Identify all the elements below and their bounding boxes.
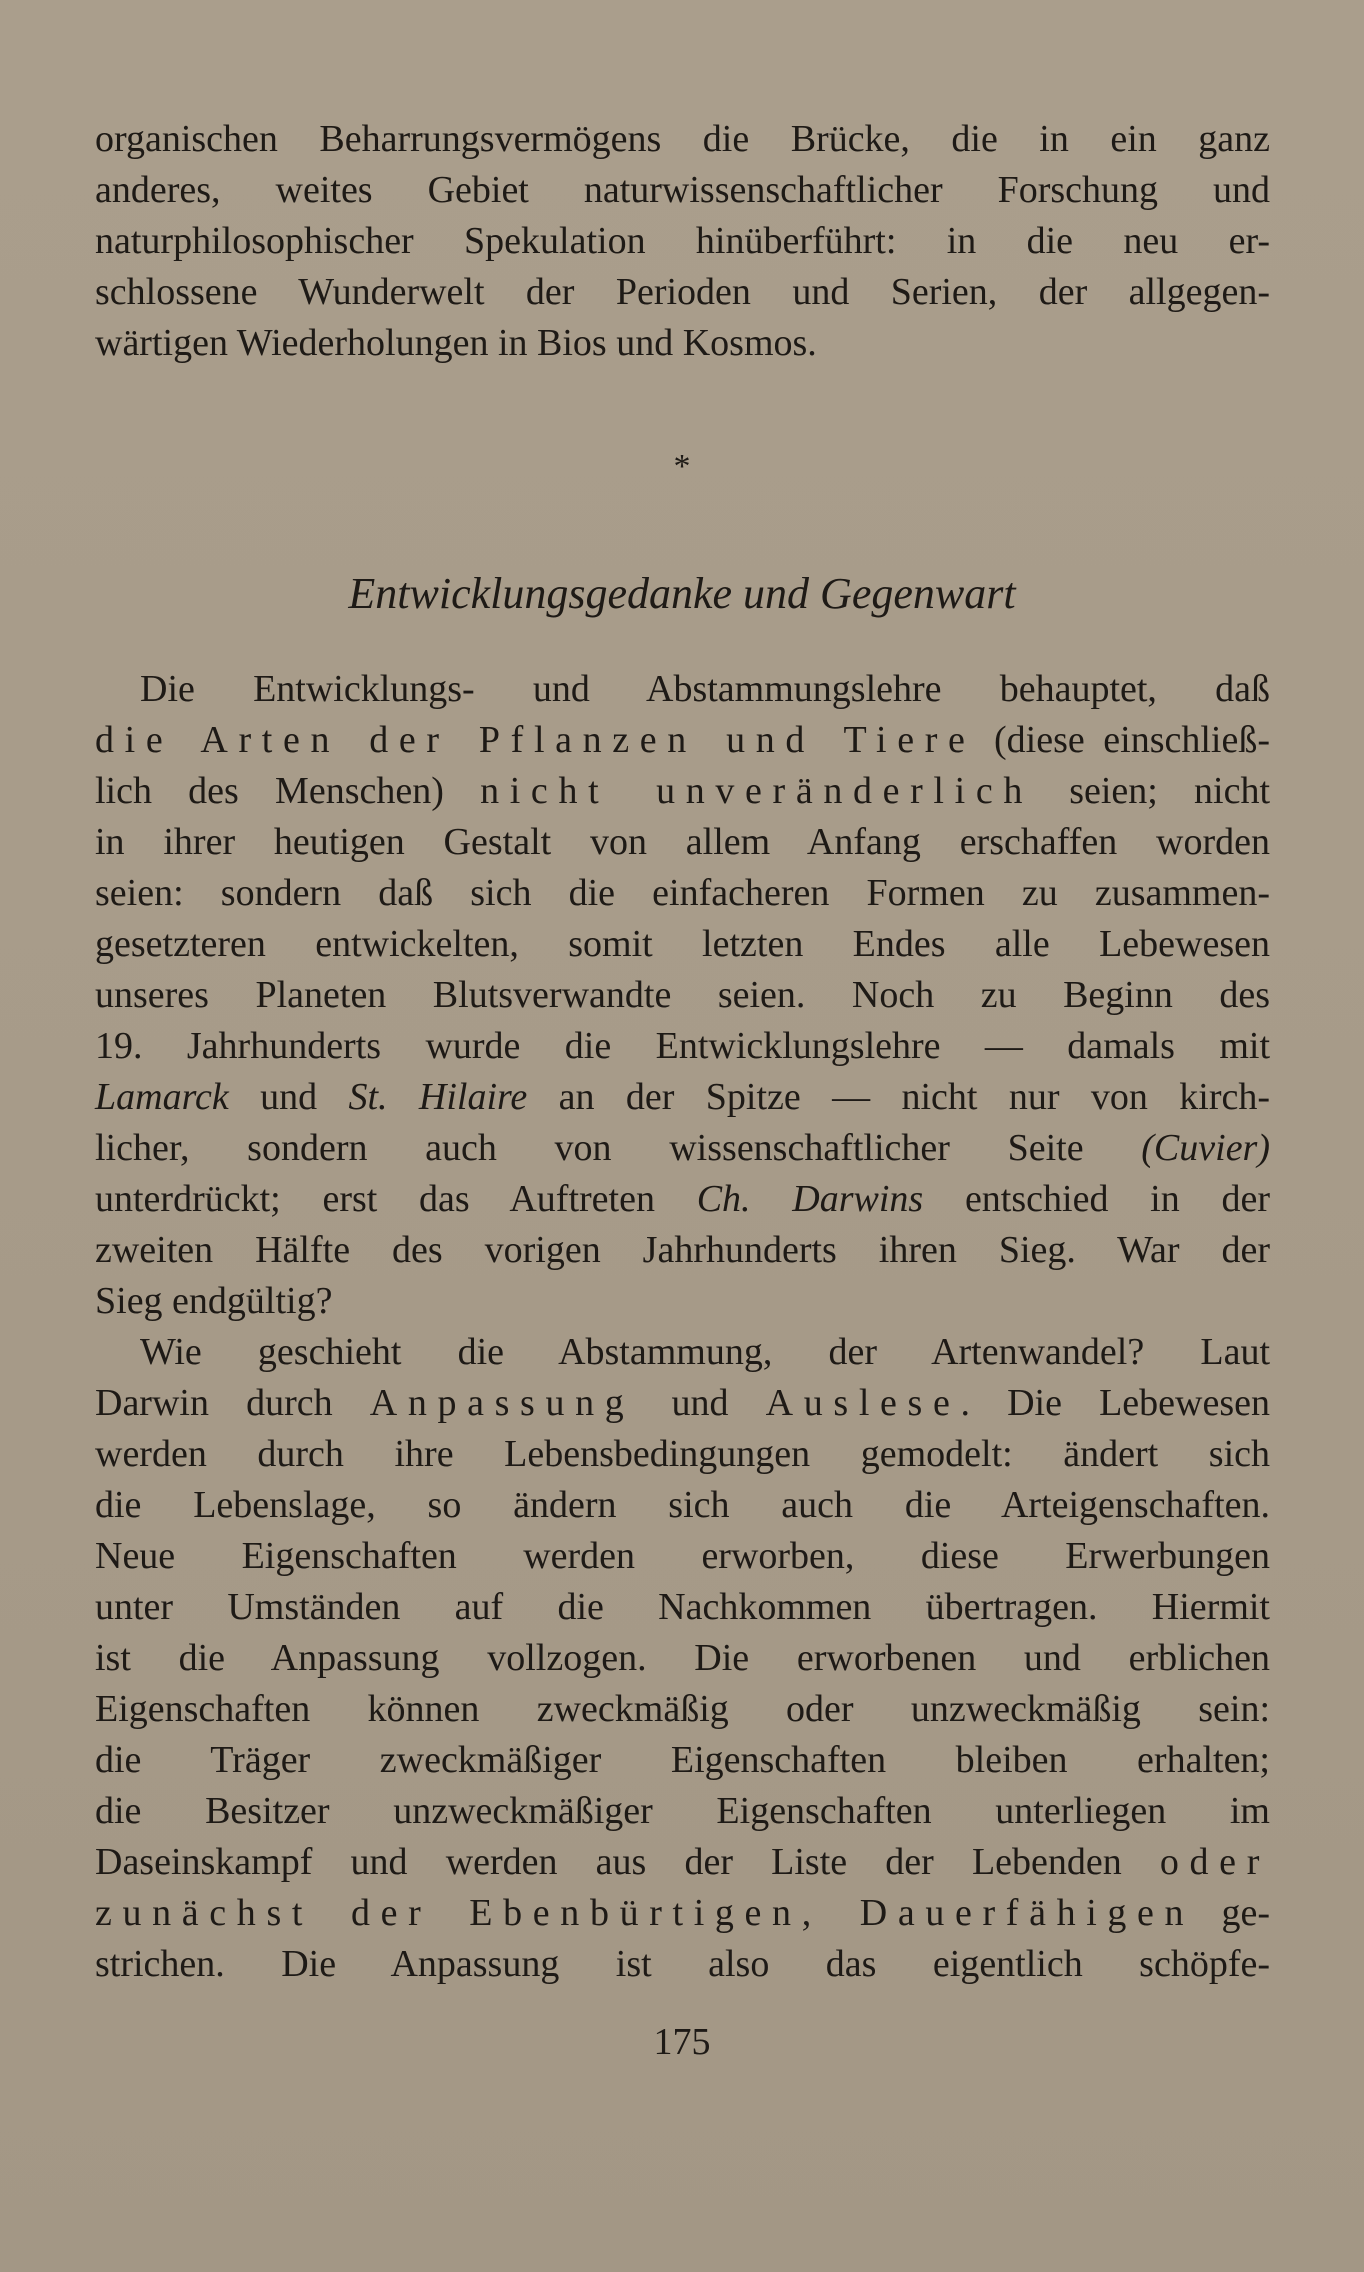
text-line: naturphilosophischer Spekulation hinüberführt: in die neu er-: [95, 220, 1270, 262]
text-line: gesetzteren entwickelten, somit letzten Endes alle Lebewesen: [95, 923, 1270, 965]
text-line: die Lebenslage, so ändern sich auch die Arteigenschaften.: [95, 1484, 1270, 1526]
emphasis-italic: Lamarck: [95, 1076, 229, 1118]
emphasis-spaced: zunächst der Ebenbürtigen, Dauerfähigen: [95, 1892, 1195, 1934]
emphasis-italic: St. Hilaire: [348, 1076, 528, 1118]
text-line: Neue Eigenschaften werden erworben, diese Erwerbungen: [95, 1535, 1270, 1577]
text-line: unter Umständen auf die Nachkommen übertragen. Hiermit: [95, 1586, 1270, 1628]
emphasis-spaced: oder: [1159, 1841, 1270, 1883]
text-line: werden durch ihre Lebensbedingungen gemodelt: ändert sich: [95, 1433, 1270, 1475]
text-line: seien: sondern daß sich die einfacheren Formen zu zusammen-: [95, 872, 1270, 914]
text-line: die Arten der Pflanzen und Tiere (diese einschließ-: [95, 719, 1270, 761]
emphasis-spaced: Anpassung: [369, 1382, 635, 1424]
text-line: anderes, weites Gebiet naturwissenschaftlicher Forschung und: [95, 169, 1270, 211]
text-line: zunächst der Ebenbürtigen, Dauerfähigen ge-: [95, 1892, 1270, 1934]
text-line: zweiten Hälfte des vorigen Jahrhunderts ihren Sieg. War der: [95, 1229, 1270, 1271]
text-line: strichen. Die Anpassung ist also das eigentlich schöpfe-: [95, 1943, 1270, 1985]
text-line: Die Entwicklungs- und Abstammungslehre behauptet, daß: [140, 668, 1270, 710]
text-line: Daseinskampf und werden aus der Liste der Lebenden oder: [95, 1841, 1270, 1883]
body-text: [95, 664, 1270, 1990]
text-line: 19. Jahrhunderts wurde die Entwicklungslehre — damals mit: [95, 1025, 1270, 1067]
text-line: licher, sondern auch von wissenschaftlicher Seite (Cuvier): [95, 1127, 1270, 1169]
text-line: unterdrückt; erst das Auftreten Ch. Darwins entschied in der: [95, 1178, 1270, 1220]
text-line: unseres Planeten Blutsverwandte seien. Noch zu Beginn des: [95, 974, 1270, 1016]
emphasis-spaced: die Arten der Pflanzen und Tiere: [95, 719, 976, 761]
section-title: Entwicklungsgedanke und Gegenwart: [348, 569, 1016, 618]
text-line: die Besitzer unzweckmäßiger Eigenschaften unterliegen im: [95, 1790, 1270, 1832]
text-line: wärtigen Wiederholungen in Bios und Kosmos.: [95, 322, 817, 364]
text-line: schlossene Wunderwelt der Perioden und Serien, der allgegen-: [95, 271, 1270, 313]
page-number: 175: [653, 2021, 711, 2063]
text-line: Darwin durch Anpassung und Auslese. Die Lebewesen: [95, 1382, 1271, 1424]
text-line: Wie geschieht die Abstammung, der Artenwandel? Laut: [140, 1331, 1270, 1373]
text-line: in ihrer heutigen Gestalt von allem Anfang erschaffen worden: [95, 821, 1270, 863]
text-line: ist die Anpassung vollzogen. Die erworbenen und erblichen: [95, 1637, 1270, 1679]
emphasis-italic: Ch. Darwins: [696, 1178, 924, 1220]
text-line: Sieg endgültig?: [95, 1280, 333, 1322]
text-line: Lamarck und St. Hilaire an der Spitze — nicht nur von kirch-: [95, 1076, 1270, 1118]
top-paragraph: [95, 114, 1270, 369]
section-separator: *: [673, 448, 691, 485]
emphasis-spaced: nicht unveränderlich: [480, 770, 1033, 812]
text-line: Eigenschaften können zweckmäßig oder unzweckmäßig sein:: [95, 1688, 1270, 1730]
text-line: lich des Menschen) nicht unveränderlich seien; nicht: [95, 770, 1271, 812]
emphasis-spaced: Auslese: [765, 1382, 961, 1424]
emphasis-italic: (Cuvier): [1141, 1127, 1270, 1169]
text-line: organischen Beharrungsvermögens die Brücke, die in ein ganz: [95, 118, 1270, 160]
text-line: die Träger zweckmäßiger Eigenschaften bleiben erhalten;: [95, 1739, 1270, 1781]
